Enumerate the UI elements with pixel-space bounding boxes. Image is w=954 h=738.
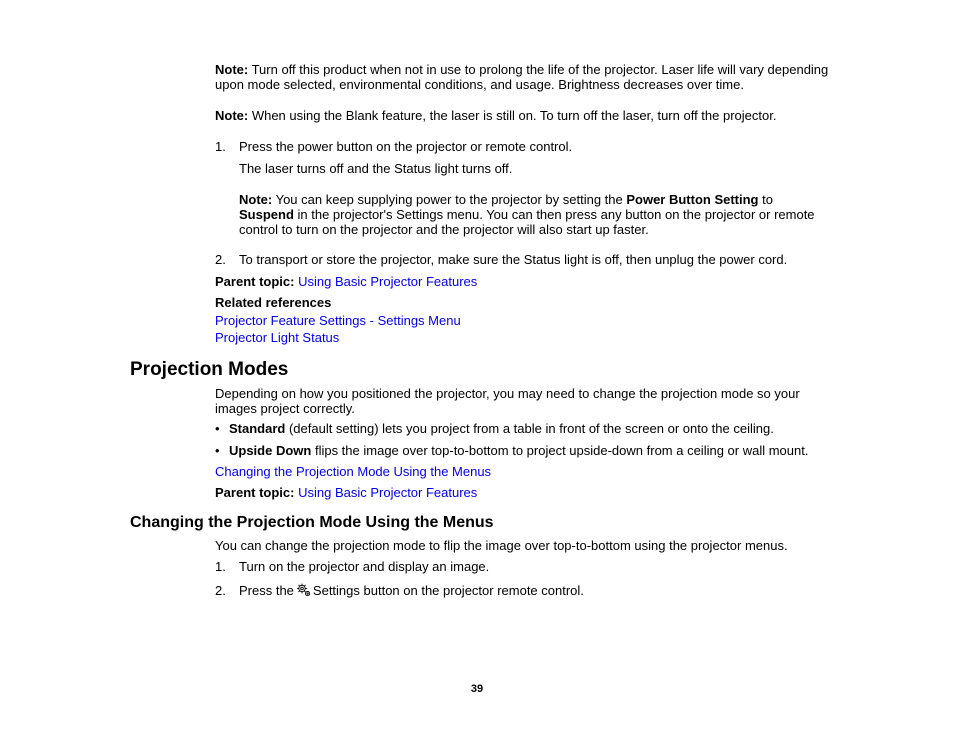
note-power-button-setting bbox=[239, 192, 829, 237]
note-label: Note: bbox=[239, 192, 273, 207]
step-text-post: Settings button on the projector remote control. bbox=[312, 583, 584, 598]
parent-topic bbox=[215, 274, 835, 289]
section-heading-changing-projection-mode: Changing the Projection Mode Using the Menus bbox=[130, 514, 494, 531]
related-ref-item bbox=[215, 330, 835, 345]
note-blank-feature bbox=[215, 108, 835, 123]
mode-name: Upside Down bbox=[229, 443, 312, 458]
note-text: in the projector's Settings menu. You can then press any button on the projector or remote control to turn on the projector and the projector will also start up faster. bbox=[239, 207, 815, 237]
bullet-marker: • bbox=[215, 421, 220, 436]
bullet-marker: • bbox=[215, 443, 220, 458]
related-ref-item bbox=[215, 313, 835, 328]
related-ref-link-light-status[interactable]: Projector Light Status bbox=[215, 330, 340, 345]
step-text-pre: Press the bbox=[239, 583, 294, 598]
step-text: Turn on the projector and display an image. bbox=[239, 559, 490, 574]
mode-name: Standard bbox=[229, 421, 286, 436]
section-heading-projection-modes: Projection Modes bbox=[130, 359, 289, 380]
settings-gear-icon bbox=[296, 583, 311, 600]
note-text: When using the Blank feature, the laser is still on. To turn off the laser, turn off the projector. bbox=[248, 108, 777, 123]
step-text bbox=[239, 583, 839, 600]
step-number: 2. bbox=[215, 583, 226, 598]
parent-topic bbox=[215, 485, 835, 500]
mode-description: (default setting) lets you project from a table in front of the screen or onto the ceiling. bbox=[285, 421, 774, 436]
note-label: Note: bbox=[215, 108, 249, 123]
related-ref-link-settings-menu[interactable]: Projector Feature Settings - Settings Menu bbox=[215, 313, 461, 328]
bullet-text bbox=[229, 443, 839, 458]
parent-topic-link[interactable]: Using Basic Projector Features bbox=[298, 485, 478, 500]
note-laser-life bbox=[215, 62, 835, 92]
step-number: 2. bbox=[215, 252, 226, 267]
bullet-text bbox=[229, 421, 839, 436]
note-label: Note: bbox=[215, 62, 249, 77]
note-text: You can keep supplying power to the projector by setting the bbox=[272, 192, 627, 207]
parent-topic-label: Parent topic: bbox=[215, 274, 295, 289]
step-number: 1. bbox=[215, 139, 226, 154]
projection-modes-intro: Depending on how you positioned the projector, you may need to change the projection mode so your images project correctly. bbox=[215, 386, 800, 416]
step-1-result: The laser turns off and the Status light turns off. bbox=[239, 161, 513, 176]
page-number: 39 bbox=[470, 683, 484, 695]
step-number: 1. bbox=[215, 559, 226, 574]
step-text: Press the power button on the projector or remote control. bbox=[239, 139, 573, 154]
suspend-term: Suspend bbox=[239, 207, 294, 222]
related-references-heading: Related references bbox=[215, 295, 332, 310]
projection-mode-link-row bbox=[215, 464, 835, 479]
power-button-setting-term: Power Button Setting bbox=[626, 192, 759, 207]
parent-topic-label: Parent topic: bbox=[215, 485, 295, 500]
note-text: Turn off this product when not in use to prolong the life of the projector. Laser life will vary depending upon mode selected, environmental conditions, and usage. Brightness decreases over time. bbox=[215, 62, 829, 92]
parent-topic-link[interactable]: Using Basic Projector Features bbox=[298, 274, 478, 289]
changing-projection-mode-link[interactable]: Changing the Projection Mode Using the Menus bbox=[215, 464, 492, 479]
mode-description: flips the image over top-to-bottom to project upside-down from a ceiling or wall mount. bbox=[311, 443, 809, 458]
related-references bbox=[215, 295, 835, 310]
changing-intro: You can change the projection mode to flip the image over top-to-bottom using the projector menus. bbox=[215, 538, 788, 553]
step-text: To transport or store the projector, make sure the Status light is off, then unplug the power cord. bbox=[239, 252, 788, 267]
note-text: to bbox=[758, 192, 773, 207]
